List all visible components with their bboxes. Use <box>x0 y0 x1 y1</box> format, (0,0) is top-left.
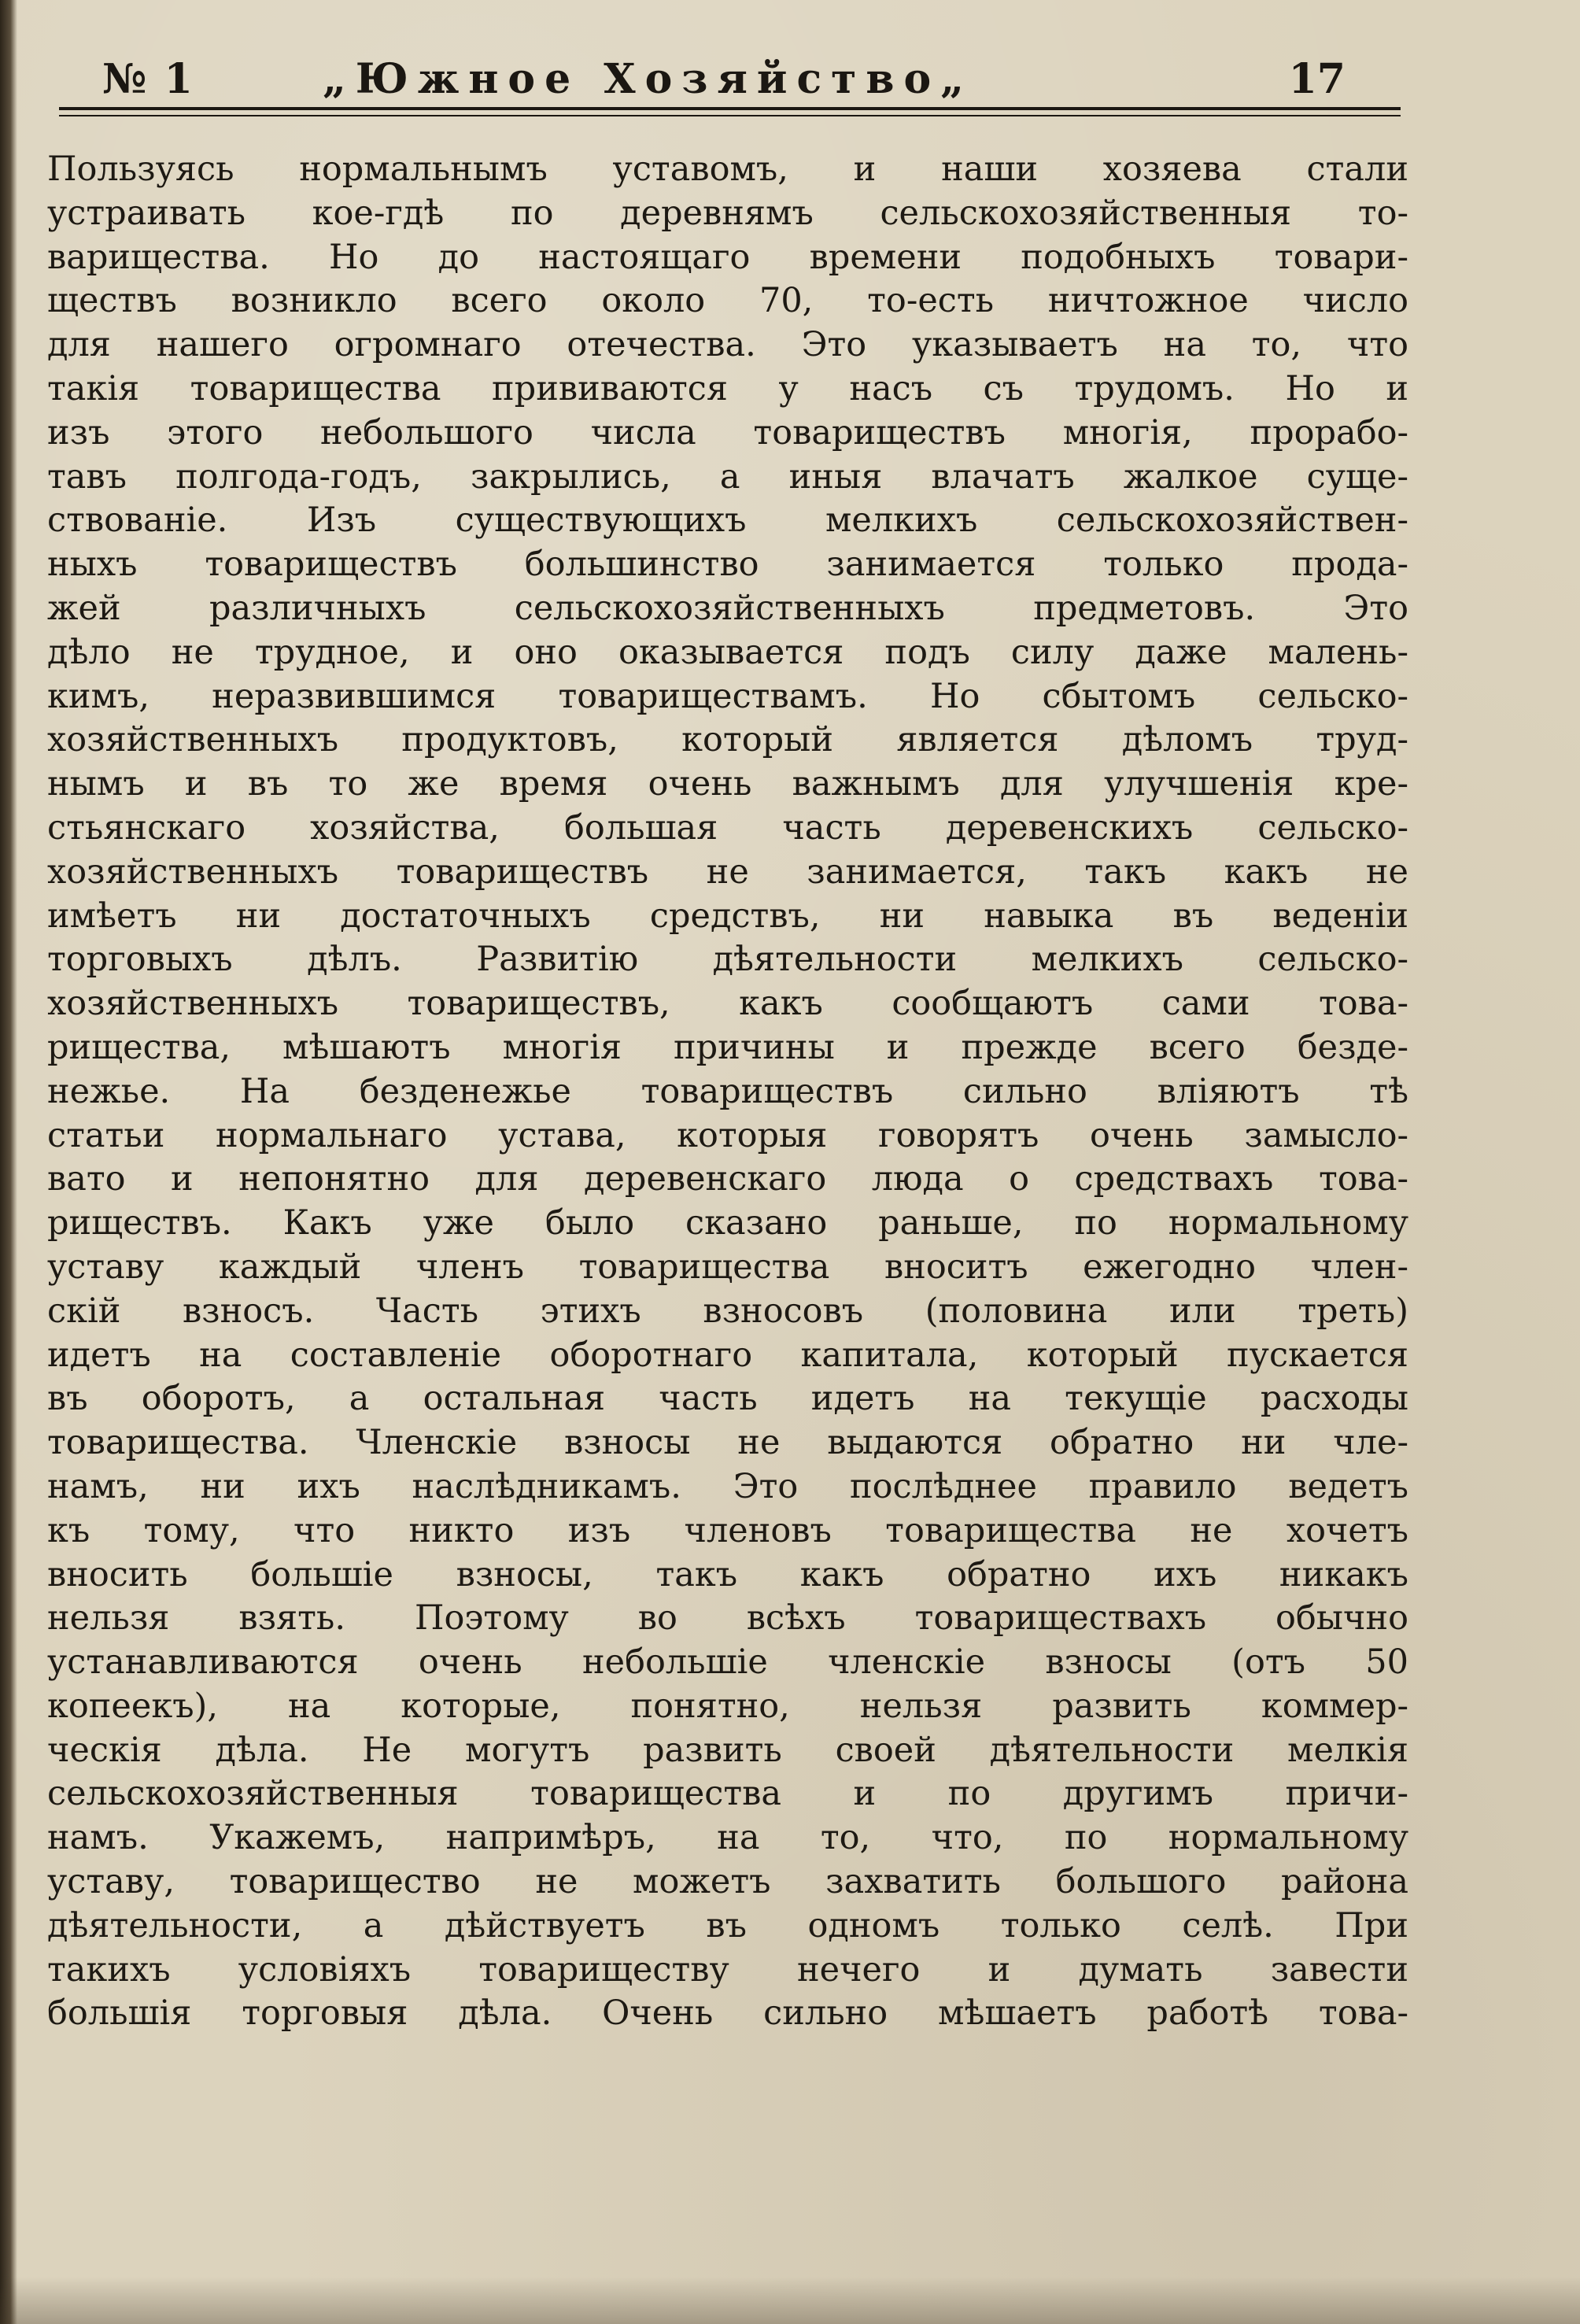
text-line: ныхъ товариществъ большинство занимается только прода- <box>47 545 1408 585</box>
text-line: ческія дѣла. Не могутъ развить своей дѣятельности мелкія <box>47 1730 1408 1770</box>
text-line: имѣетъ ни достаточныхъ средствъ, ни навыка въ веденіи <box>47 896 1408 936</box>
text-line: вносить большіе взносы, такъ какъ обратно ихъ никакъ <box>47 1554 1408 1594</box>
binding-edge <box>0 0 17 2324</box>
text-line: Пользуясь нормальнымъ уставомъ, и наши хозяева стали <box>47 150 1408 189</box>
text-line: вато и непонятно для деревенскаго люда о средствахъ това- <box>47 1159 1408 1199</box>
text-line: въ оборотъ, а остальная часть идетъ на текущіе расходы <box>47 1379 1408 1419</box>
text-line: варищества. Но до настоящаго времени подобныхъ товари- <box>47 237 1408 277</box>
text-line: хозяйственныхъ продуктовъ, который является дѣломъ труд- <box>47 720 1408 760</box>
text-line: скій взносъ. Часть этихъ взносовъ (половина или треть) <box>47 1291 1408 1331</box>
text-line: къ тому, что никто изъ членовъ товарищества не хочетъ <box>47 1510 1408 1550</box>
text-line: стьянскаго хозяйства, большая часть деревенскихъ сельско- <box>47 807 1408 848</box>
text-line: идетъ на составленіе оборотнаго капитала, который пускается <box>47 1335 1408 1375</box>
journal-title: „Южное Хозяйство„ <box>323 55 974 103</box>
text-line: такія товарищества прививаются у насъ съ трудомъ. Но и <box>47 368 1408 408</box>
text-line: такихъ условіяхъ товариществу нечего и думать завести <box>47 1949 1408 1990</box>
text-line: устраивать кое-гдѣ по деревнямъ сельскохозяйственныя то- <box>47 193 1408 233</box>
article-body <box>47 148 1408 2036</box>
running-header <box>94 55 1353 110</box>
text-line: тавъ полгода-годъ, закрылись, а иныя влачатъ жалкое суще- <box>47 456 1408 497</box>
text-line: статьи нормальнаго устава, которыя говорятъ очень замысло- <box>47 1115 1408 1155</box>
text-line: намъ. Укажемъ, напримѣръ, на то, что, по нормальному <box>47 1818 1408 1858</box>
text-line: уставу каждый членъ товарищества вноситъ ежегодно член- <box>47 1247 1408 1287</box>
header-rule-thin <box>59 115 1401 116</box>
text-line: большія торговыя дѣла. Очень сильно мѣшаетъ работѣ това- <box>47 1993 1408 2034</box>
text-line: ществъ возникло всего около 70, то-есть ничтожное число <box>47 281 1408 321</box>
text-line: устанавливаются очень небольшіе членскіе взносы (отъ 50 <box>47 1642 1408 1683</box>
text-line: дѣятельности, а дѣйствуетъ въ одномъ только селѣ. При <box>47 1905 1408 1945</box>
text-line: жей различныхъ сельскохозяйственныхъ предметовъ. Это <box>47 588 1408 628</box>
text-line: изъ этого небольшого числа товариществъ многія, прорабо- <box>47 412 1408 453</box>
text-line: для нашего огромнаго отечества. Это указываетъ на то, что <box>47 325 1408 365</box>
text-line: нельзя взять. Поэтому во всѣхъ товариществахъ обычно <box>47 1598 1408 1639</box>
text-line: торговыхъ дѣлъ. Развитію дѣятельности мелкихъ сельско- <box>47 940 1408 980</box>
text-line: уставу, товарищество не можетъ захватить большого района <box>47 1862 1408 1902</box>
issue-number: № 1 <box>102 55 194 103</box>
text-line: товарищества. Членскіе взносы не выдаются обратно ни чле- <box>47 1423 1408 1463</box>
text-line: нымъ и въ то же время очень важнымъ для улучшенія кре- <box>47 764 1408 804</box>
header-rule-thick <box>59 107 1401 110</box>
page-shadow <box>0 2277 1580 2324</box>
text-line: нежье. На безденежье товариществъ сильно вліяютъ тѣ <box>47 1071 1408 1111</box>
page-number: 17 <box>1288 55 1346 103</box>
text-line: копеекъ), на которые, понятно, нельзя развить коммер- <box>47 1686 1408 1726</box>
text-line: риществъ. Какъ уже было сказано раньше, по нормальному <box>47 1203 1408 1243</box>
text-line: ствованіе. Изъ существующихъ мелкихъ сельскохозяйствен- <box>47 501 1408 541</box>
text-line: хозяйственныхъ товариществъ, какъ сообщаютъ сами това- <box>47 984 1408 1024</box>
text-line: хозяйственныхъ товариществъ не занимается, такъ какъ не <box>47 852 1408 892</box>
text-line: намъ, ни ихъ наслѣдникамъ. Это послѣднее правило ведетъ <box>47 1466 1408 1506</box>
text-line: сельскохозяйственныя товарищества и по другимъ причи- <box>47 1774 1408 1814</box>
text-line: дѣло не трудное, и оно оказывается подъ силу даже малень- <box>47 632 1408 672</box>
text-line: рищества, мѣшаютъ многія причины и прежде всего безде- <box>47 1027 1408 1067</box>
text-line: кимъ, неразвившимся товариществамъ. Но сбытомъ сельско- <box>47 676 1408 716</box>
